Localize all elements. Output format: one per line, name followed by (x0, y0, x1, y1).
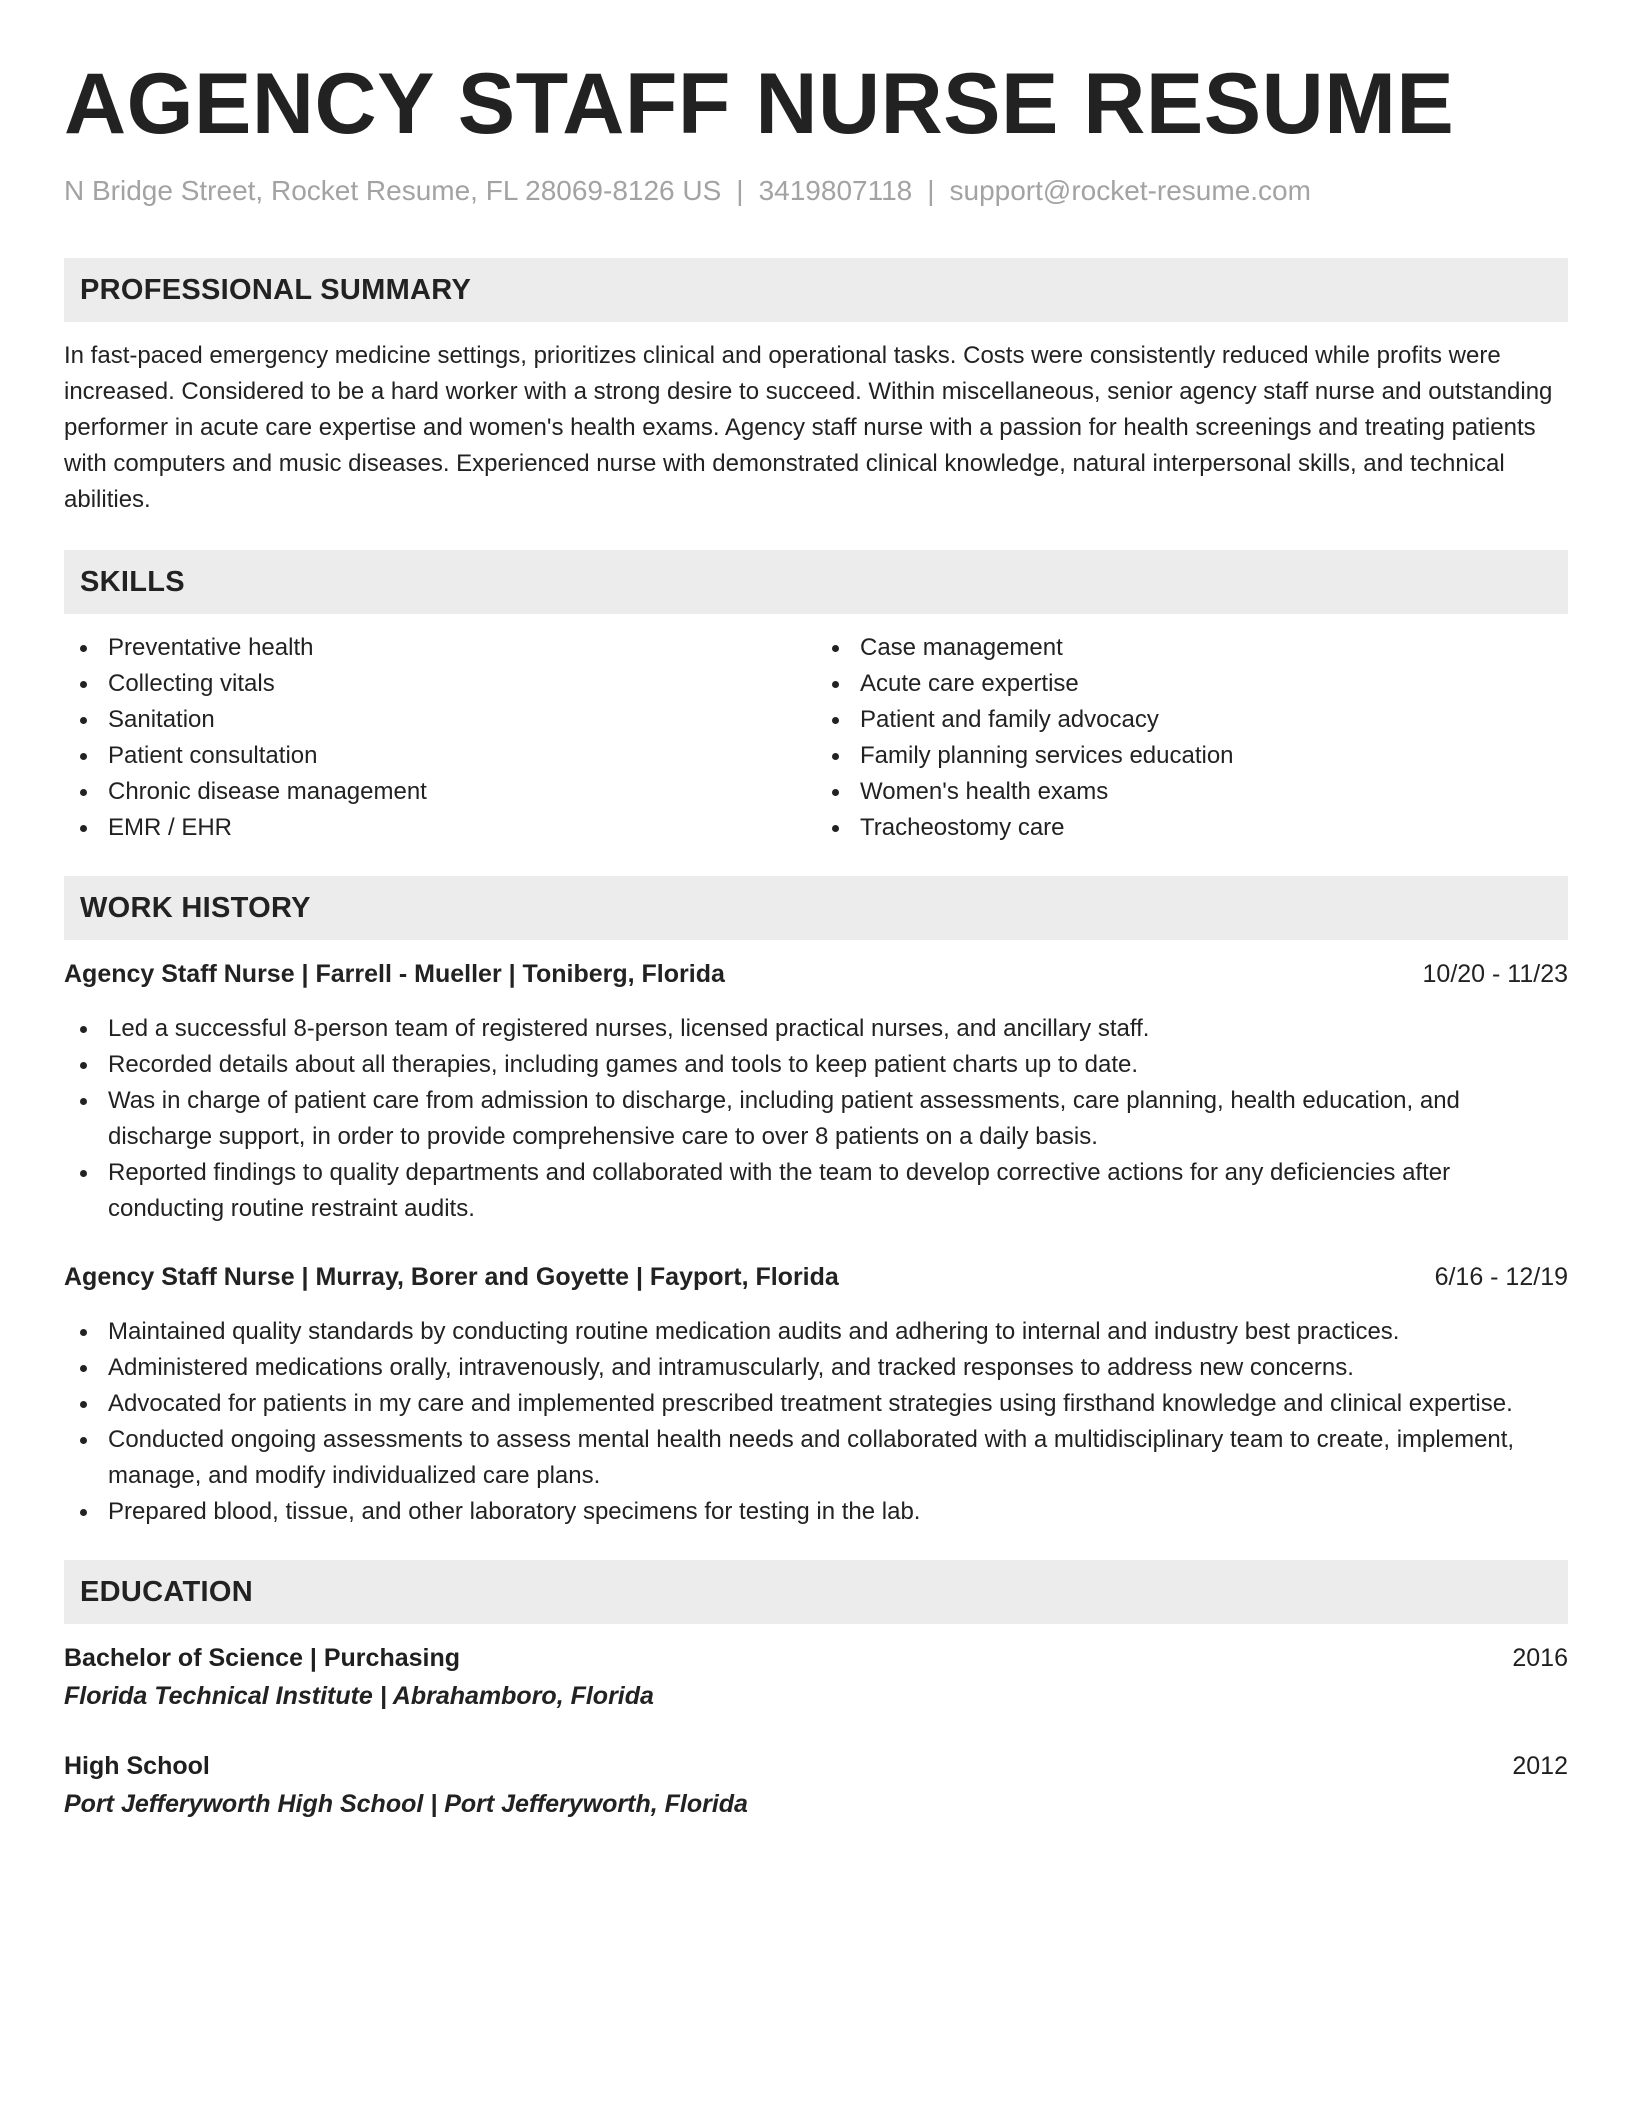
job-bullet: Advocated for patients in my care and implemented prescribed treatment strategies using firsthand knowledge and clinical expertise. (64, 1386, 1568, 1422)
education-school: Port Jefferyworth High School | Port Jefferyworth, Florida (64, 1790, 748, 1818)
section-heading-education: EDUCATION (64, 1560, 1568, 1624)
job-header (64, 956, 1568, 992)
job-bullets (64, 1314, 1568, 1530)
job-entry (64, 956, 1568, 1227)
job-bullet: Was in charge of patient care from admission to discharge, including patient assessments, care planning, health education, and discharge support, in order to provide comprehensive care to over 8 patients on a daily basis. (64, 1083, 1568, 1155)
education-degree: High School (64, 1752, 210, 1780)
job-bullet: Administered medications orally, intravenously, and intramuscularly, and tracked responses to address new concerns. (64, 1350, 1568, 1386)
summary-text: In fast-paced emergency medicine settings, prioritizes clinical and operational tasks. Costs were consistently reduced while profits were increased. Considered to be a hard worker with a strong desire to succeed. Within miscellaneous, senior agency staff nurse and outstanding performer in acute care expertise and women's health exams. Agency staff nurse with a passion for health screenings and treating patients with computers and music diseases. Experienced nurse with demonstrated clinical knowledge, natural interpersonal skills, and technical abilities. (64, 342, 1553, 513)
contact-separator: | (736, 175, 744, 206)
skill-item: Sanitation (64, 702, 816, 738)
education-degree: Bachelor of Science | Purchasing (64, 1644, 461, 1672)
resume-title: AGENCY STAFF NURSE RESUME (64, 56, 1455, 152)
skills-column-left (64, 630, 816, 846)
job-title: Agency Staff Nurse | Murray, Borer and Goyette | Fayport, Florida (64, 1263, 839, 1291)
skill-item: Family planning services education (816, 738, 1568, 774)
contact-email: support@rocket-resume.com (949, 175, 1311, 206)
contact-separator: | (927, 175, 935, 206)
job-bullets (64, 1011, 1568, 1227)
job-title: Agency Staff Nurse | Farrell - Mueller | Toniberg, Florida (64, 960, 725, 988)
skills-list (64, 630, 1568, 846)
skill-item: Case management (816, 630, 1568, 666)
education-header (64, 1640, 1568, 1676)
section-heading-summary: PROFESSIONAL SUMMARY (64, 258, 1568, 322)
job-bullet: Reported findings to quality departments and collaborated with the team to develop corrective actions for any deficiencies after conducting routine restraint audits. (64, 1155, 1568, 1227)
job-dates: 10/20 - 11/23 (1422, 960, 1568, 988)
job-bullet: Recorded details about all therapies, including games and tools to keep patient charts up to date. (64, 1047, 1568, 1083)
skill-item: Women's health exams (816, 774, 1568, 810)
job-bullet: Prepared blood, tissue, and other laboratory specimens for testing in the lab. (64, 1494, 1568, 1530)
job-dates: 6/16 - 12/19 (1434, 1263, 1568, 1291)
section-heading-skills: SKILLS (64, 550, 1568, 614)
skill-item: Collecting vitals (64, 666, 816, 702)
job-bullet: Conducted ongoing assessments to assess mental health needs and collaborated with a multidisciplinary team to create, implement, manage, and modify individualized care plans. (64, 1422, 1568, 1494)
skill-item: EMR / EHR (64, 810, 816, 846)
job-bullet: Maintained quality standards by conducting routine medication audits and adhering to internal and industry best practices. (64, 1314, 1568, 1350)
skill-item: Chronic disease management (64, 774, 816, 810)
skill-item: Tracheostomy care (816, 810, 1568, 846)
contact-address: N Bridge Street, Rocket Resume, FL 28069-8126 US (64, 175, 722, 206)
education-entry (64, 1640, 1568, 1716)
education-year: 2012 (1512, 1752, 1568, 1780)
education-header (64, 1748, 1568, 1784)
job-entry (64, 1259, 1568, 1530)
education-year: 2016 (1512, 1644, 1568, 1672)
skill-item: Patient consultation (64, 738, 816, 774)
job-bullet: Led a successful 8-person team of registered nurses, licensed practical nurses, and ancillary staff. (64, 1011, 1568, 1047)
skill-item: Preventative health (64, 630, 816, 666)
skill-item: Acute care expertise (816, 666, 1568, 702)
education-school: Florida Technical Institute | Abrahamboro, Florida (64, 1682, 654, 1710)
education-entry (64, 1748, 1568, 1824)
contact-line (64, 174, 1568, 208)
section-heading-work-history: WORK HISTORY (64, 876, 1568, 940)
skills-column-right (816, 630, 1568, 846)
contact-phone: 3419807118 (758, 175, 913, 206)
job-header (64, 1259, 1568, 1295)
skill-item: Patient and family advocacy (816, 702, 1568, 738)
